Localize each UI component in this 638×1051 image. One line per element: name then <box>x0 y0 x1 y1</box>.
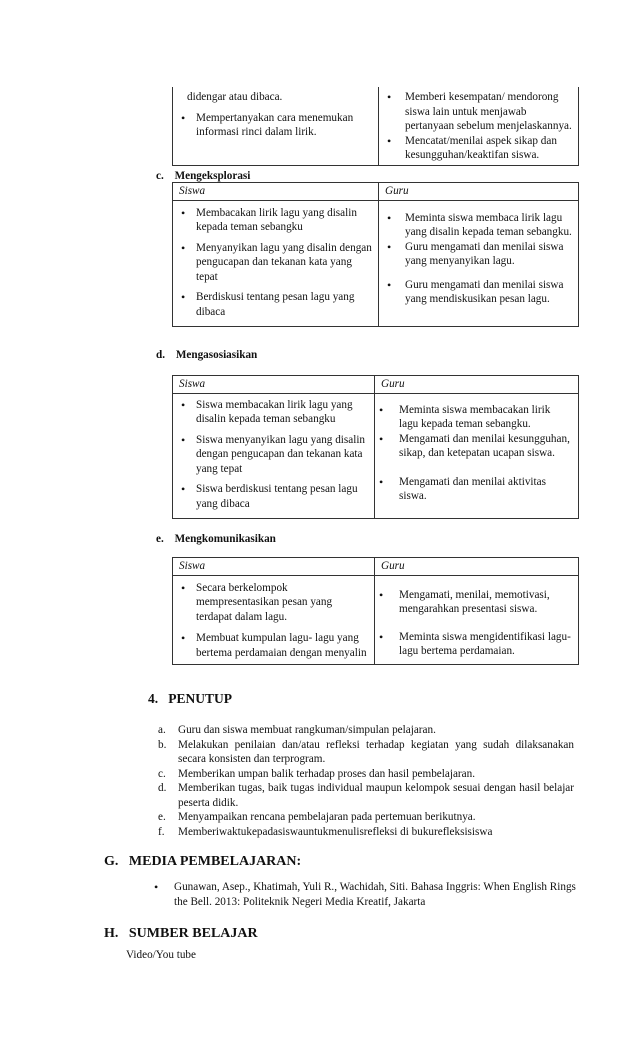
guru-cell <box>375 393 579 518</box>
penutup-list <box>158 723 574 840</box>
list-item: • Meminta siswa mengidentifikasi lagu-lagu bertema perdamaian. <box>377 630 572 659</box>
guru-cell <box>375 575 579 665</box>
list-item-text: Memberikan umpan balik terhadap proses dan hasil pembelajaran. <box>178 767 475 780</box>
section-title: Mengkomunikasikan <box>174 533 276 545</box>
list-item: • Berdiskusi tentang pesan lagu yang dibaca <box>179 290 372 319</box>
col-header-siswa: Siswa <box>173 376 375 394</box>
list-item <box>158 810 574 825</box>
col-header-siswa: Siswa <box>173 183 379 201</box>
list-item: • Siswa berdiskusi tentang pesan lagu yang dibaca <box>179 482 368 511</box>
section-marker: c. <box>156 170 164 182</box>
section-title: Mengeksplorasi <box>174 170 251 182</box>
penutup-heading: 4. PENUTUP <box>148 691 232 706</box>
list-item <box>158 767 574 782</box>
section-title: Mengasosiasikan <box>175 349 258 361</box>
top-guru-cell <box>379 87 579 165</box>
list-item: • Memberi kesempatan/ mendorong siswa lain untuk menjawab pertanyaan sebelum menjelaskannya. <box>385 90 572 134</box>
list-item-text: Memberiwaktukepadasiswauntukmenulisrefleksi di bukurefleksisiswa <box>178 825 493 838</box>
col-header-guru: Guru <box>375 376 579 394</box>
col-header-guru: Guru <box>375 558 579 576</box>
list-item: • Membacakan lirik lagu yang disalin kepada teman sebangku <box>179 206 372 235</box>
table-d <box>172 375 579 519</box>
section-e-heading <box>156 532 276 547</box>
section-marker: e. <box>156 533 164 545</box>
list-item: • Mempertanyakan cara menemukan informasi rinci dalam lirik. <box>179 111 372 140</box>
list-item-text: Memberikan tugas, baik tugas individual maupun kelompok sesuai dengan hasil belajar peserta didik. <box>178 782 574 809</box>
media-list <box>152 880 576 909</box>
list-item: • Menyanyikan lagu yang disalin dengan pengucapan dan tekanan kata yang tepat <box>179 241 372 285</box>
list-item: • Mencatat/menilai aspek sikap dan kesungguhan/keaktifan siswa. <box>385 134 572 163</box>
list-item: • Guru mengamati dan menilai siswa yang mendiskusikan pesan lagu. <box>385 278 572 307</box>
table-top <box>172 87 579 166</box>
top-siswa-cell <box>173 87 379 165</box>
list-item: • Secara berkelompok mempresentasikan pesan yang terdapat dalam lagu. <box>179 581 368 625</box>
siswa-cell <box>173 393 375 518</box>
section-d-heading <box>156 348 257 363</box>
col-header-guru: Guru <box>379 183 579 201</box>
list-item: • Guru mengamati dan menilai siswa yang menyanyikan lagu. <box>385 240 572 269</box>
list-item: • Meminta siswa membaca lirik lagu yang disalin kepada teman sebangku. <box>385 211 572 240</box>
list-item: • Siswa membacakan lirik lagu yang disalin kepada teman sebangku <box>179 398 368 427</box>
list-item <box>158 781 574 810</box>
siswa-cell <box>173 200 379 326</box>
sumber-heading: H. SUMBER BELAJAR <box>104 926 258 941</box>
list-item: • Membuat kumpulan lagu- lagu yang bertema perdamaian dengan menyalin <box>179 631 368 660</box>
list-item <box>158 723 574 738</box>
list-item <box>158 738 574 767</box>
col-header-siswa: Siswa <box>173 558 375 576</box>
list-item: • Mengamati, menilai, memotivasi, mengarahkan presentasi siswa. <box>377 588 572 617</box>
table-e <box>172 557 579 665</box>
list-item: • Gunawan, Asep., Khatimah, Yuli R., Wachidah, Siti. Bahasa Inggris: When English Rings the Bell. 2013: Politeknik Negeri Media Kreatif, Jakarta <box>152 880 576 909</box>
list-item: • Mengamati dan menilai aktivitas siswa. <box>377 475 572 504</box>
section-marker: d. <box>156 349 166 361</box>
list-item <box>158 825 574 840</box>
list-item: • Siswa menyanyikan lagu yang disalin dengan pengucapan dan tekanan kata yang tepat <box>179 433 368 477</box>
list-item-text: Melakukan penilaian dan/atau refleksi terhadap kegiatan yang sudah dilaksanakan secara konsisten dan terprogram. <box>178 738 574 766</box>
siswa-cell <box>173 575 375 665</box>
sumber-text: Video/You tube <box>126 949 196 961</box>
list-item: • Meminta siswa membacakan lirik lagu kepada teman sebangku. <box>377 403 572 432</box>
table-c <box>172 182 579 327</box>
list-item: • Mengamati dan menilai kesungguhan, sikap, dan ketepatan ucapan siswa. <box>377 432 572 461</box>
list-item-text: Menyampaikan rencana pembelajaran pada pertemuan berikutnya. <box>178 811 476 824</box>
top-siswa-line: didengar atau dibaca. <box>187 91 283 103</box>
guru-cell <box>379 200 579 326</box>
media-heading: G. MEDIA PEMBELAJARAN: <box>104 854 302 869</box>
list-item-text: Guru dan siswa membuat rangkuman/simpulan pelajaran. <box>178 724 436 736</box>
